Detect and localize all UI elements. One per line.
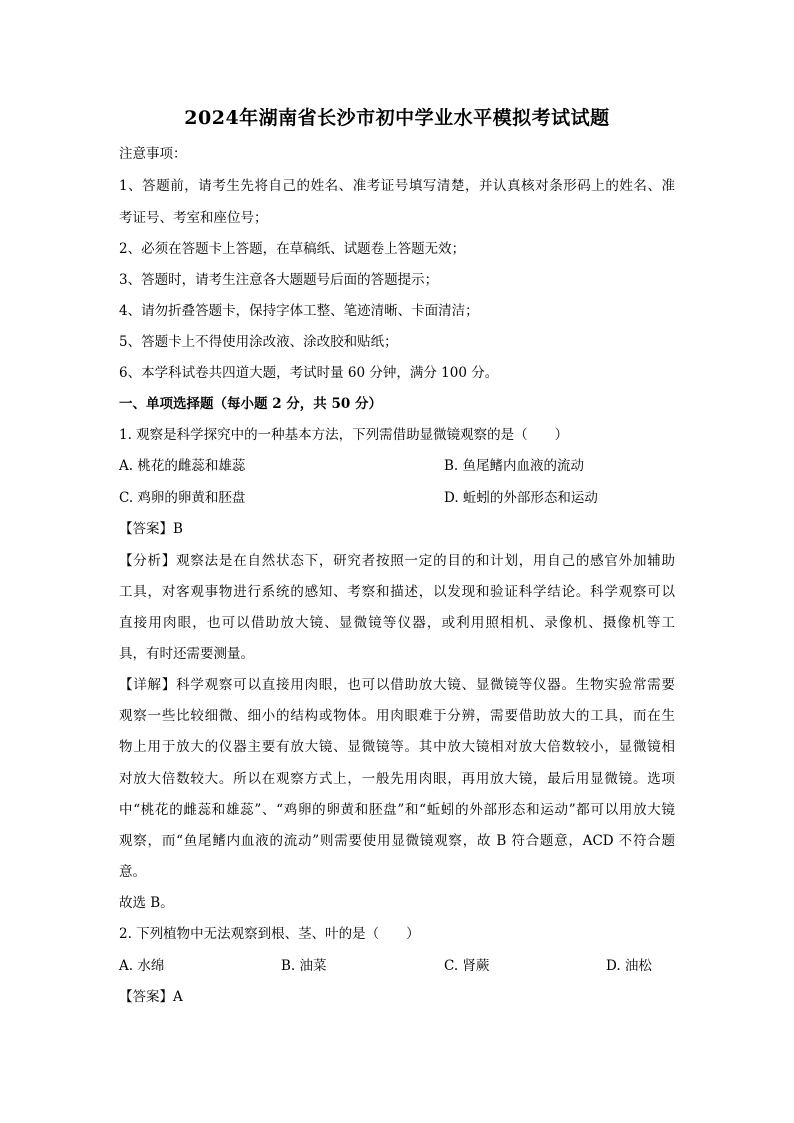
detail-line: 【详解】科学观察可以直接用肉眼，也可以借助放大镜、显微镜等仪器。生物实验常需要	[119, 677, 675, 693]
detail-line: 物上用于放大的仪器主要有放大镜、显微镜等。其中放大镜相对放大倍数较小，显微镜相	[119, 739, 675, 755]
detail-line: 对放大倍数较大。所以在观察方式上，一般先用肉眼，再用放大镜，最后用显微镜。选项	[119, 771, 675, 787]
answer-line: 【答案】A	[119, 989, 183, 1005]
question-stem: 1. 观察是科学探究中的一种基本方法，下列需借助显微镜观察的是（ ）	[119, 427, 569, 443]
option-c: C. 鸡卵的卵黄和胚盘	[119, 490, 246, 506]
detail-line: 意。	[119, 864, 146, 880]
option-d: D. 蚯蚓的外部形态和运动	[444, 490, 598, 506]
option-a: A. 水绵	[119, 958, 165, 974]
notice-item: 3、答题时，请考生注意各大题题号后面的答题提示；	[119, 272, 439, 288]
detail-line: 观察一些比较细微、细小的结构或物体。用肉眼难于分辨，需要借助放大的工具，而在生	[119, 708, 675, 724]
question-stem: 2. 下列植物中无法观察到根、茎、叶的是（ ）	[119, 926, 420, 942]
section-heading: 一、单项选择题（每小题 2 分，共 50 分）	[119, 396, 382, 412]
analysis-line: 直接用肉眼，也可以借助放大镜、显微镜等仪器，或利用照相机、录像机、摄像机等工	[119, 615, 675, 631]
notice-item: 6、本学科试卷共四道大题，考试时量 60 分钟，满分 100 分。	[119, 365, 499, 381]
option-d: D. 油松	[606, 958, 652, 974]
page-title: 2024年湖南省长沙市初中学业水平模拟考试试题	[184, 107, 610, 129]
detail-line: 观察，而“鱼尾鳍内血液的流动”则需要使用显微镜观察，故 B 符合题意，ACD 不符合题	[119, 833, 675, 849]
conclusion-line: 故选 B。	[119, 895, 174, 911]
notice-item: 2、必须在答题卡上答题，在草稿纸、试题卷上答题无效；	[119, 241, 466, 257]
notice-item: 1、答题前，请考生先将自己的姓名、准考证号填写清楚，并认真核对条形码上的姓名、准	[119, 178, 675, 194]
option-b: B. 鱼尾鳍内血液的流动	[444, 458, 585, 474]
notice-heading: 注意事项：	[119, 146, 187, 162]
answer-line: 【答案】B	[119, 521, 183, 537]
notice-item: 4、请勿折叠答题卡，保持字体工整、笔迹清晰、卡面清洁；	[119, 303, 479, 319]
detail-line: 中“桃花的雌蕊和雄蕊”、“鸡卵的卵黄和胚盘”和“蚯蚓的外部形态和运动”都可以用放大镜	[119, 802, 675, 818]
analysis-line: 工具，对客观事物进行系统的感知、考察和描述，以发现和验证科学结论。科学观察可以	[119, 584, 675, 600]
analysis-line: 【分析】观察法是在自然状态下，研究者按照一定的目的和计划，用自己的感官外加辅助	[119, 553, 675, 569]
notice-item: 5、答题卡上不得使用涂改液、涂改胶和贴纸；	[119, 334, 398, 350]
option-a: A. 桃花的雌蕊和雄蕊	[119, 458, 246, 474]
option-c: C. 肾蕨	[444, 958, 490, 974]
notice-item: 考证号、考室和座位号；	[119, 210, 268, 226]
option-b: B. 油菜	[281, 958, 327, 974]
analysis-line: 具，有时还需要测量。	[119, 646, 254, 662]
